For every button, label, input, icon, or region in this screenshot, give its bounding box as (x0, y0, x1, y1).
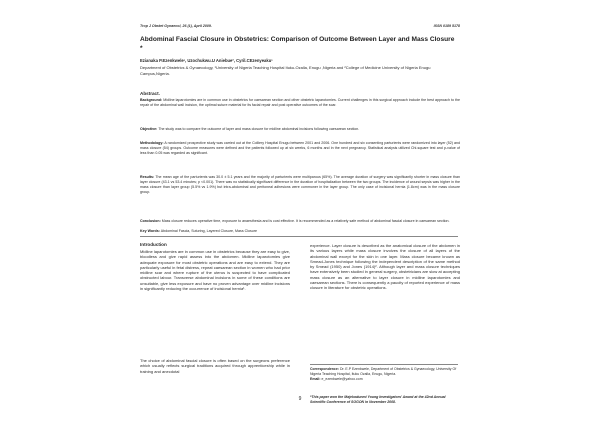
right-column-paragraph: experience. Layer closure is described as the anatomical closure of the abdomen in its various layers while mass closure involves the closure of all layers of the abdominal wall except for the skin in one layer. Mass closure became known as Smead-Jones technique following the independent description of the same method by Smead (1950) and Jones (1914)². Although layer and mass closure techniques have extensively been studied in general surgery, obstetricians are slow at accepting mass closure as an alternative to layer closure in midline laparotomies and caesarean sections. There is consequently a paucity of reported experience of mass closure in literature for obstetric operations. (310, 243, 460, 291)
abstract-objective (140, 127, 460, 132)
issn: ISSN 0189 5178 (433, 24, 460, 28)
abstract-background (140, 98, 460, 108)
results-text: The mean age of the parturients was 30.0 ± 5.1 years and the majority of parturients were multiparous (65%). The average duration of surgery was significantly shorter in mass closure than layer closure (43.1 vs 53.4 minutes; p <0.001). There was no statistically significant difference in the duration of hospitalization between the two groups. The incidence of wound sepsis was higher in the mass closure than layer group (5.5% vs 1.9%) but intra-abdominal and peritoneal adhesions were commoner in the layer group. The only case of incisional hernia (1.8cm) was in the mass closure group. (140, 175, 460, 194)
section-divider (140, 236, 458, 237)
correspondence-text: Dr. E.P Ezenkwele, Department of Obstetrics & Gynaecology, University Of Nigeria Teaching Hospital, Ituku Ozalla, Enugu, Nigeria. (310, 367, 457, 376)
email-address: e_ezenkwele@yahoo.com (321, 376, 363, 381)
correspondence-label: Correspondence: (310, 367, 339, 371)
affiliation: Department of Obstetrics & Gynaecology, ¹University of Nigeria Teaching Hospital Ituku-Ozalla, Enugu ,Nigeria and ²College of Medicine University of Nigeria Enugu Campus,Nigeria. (140, 65, 431, 76)
conclusion-label: Conclusion: (140, 219, 161, 223)
correspondence-divider (310, 364, 458, 365)
methodology-text: A randomized prospective study was carried out at the Colliery Hospital Enugu between 2001 and 2006. One hundred and six consenting parturients were randomized into layer (52) and mass closure (54) groups. Outcome measures were defined and the patients followed up at six weeks, 6 months and in the next pregnancy. Statistical analysis utilized Chi-square test and p-value of less than 0.05 was regarded as significant. (140, 141, 460, 155)
background-text: Midline laparotomies are in common use in obstetrics for caesarean section and other obstetric laparotomies. Current challenges in this surgical approach include the best approach to the repair of the abdominal wall incision, the optimal suture material for its facial repair and post operative outcomes of the scar. (140, 98, 460, 107)
introduction-paragraph-2: The choice of abdominal fascial closure is often based on the surgeons preference which usually reflects surgical traditions acquired through apprenticeship while in training and anecdotal (140, 358, 290, 374)
methodology-label: Methodology: (140, 141, 164, 145)
abstract-methodology (140, 141, 460, 156)
journal-citation: Trop J Obstet Gynaecol, 26 (1), April 2009. (140, 24, 212, 28)
email-label: Email: (310, 376, 321, 381)
article-title: Abdominal Fascial Closure in Obstetrics: Comparison of Outcome Between Layer and Mass Closure * (140, 36, 455, 52)
objective-label: Objective: (140, 127, 158, 131)
abstract-heading: Abstract. (140, 91, 160, 96)
abstract-conclusion (140, 219, 460, 224)
award-footnote: *This paper won the Majekodunmi Young Investigators' Award at the 42nd Annual Scientific Conference of SOGON in November 2008. (310, 395, 446, 404)
page-number: 9 (298, 396, 302, 402)
correspondence-block (310, 367, 458, 381)
keywords-label: Key Words: (140, 229, 160, 233)
introduction-paragraph-1: Midline laparotomies are in common use in obstetrics because they are easy to give, bloodless and give rapid assess into the abdomen. Midline laparotomies give adequate exposure for most obstetric operations and are easy to extend. They are particularly useful in fetal distress, repeat caesarean section in women who had prior midline scar and where rupture of the uterus is suspected to have complicated obstructed labour. Transverse abdominal incisions in some of these conditions are unsuitable, give less exposure and have no proven advantage over midline incisions in significantly reducing the occurrence of incisional hernia¹. (140, 249, 290, 292)
background-label: Background: (140, 98, 163, 102)
abstract-keywords (140, 229, 460, 234)
objective-text: The study was to compare the outcome of layer and mass closure for midline abdominal incisions following caesarean section. (158, 127, 360, 131)
introduction-heading: Introduction (140, 242, 167, 247)
conclusion-text: Mass closure reduces operative time, exposure to anaesthesia and is cost effective. It is recommended as a relatively safe method of abdominal fascial closure in caesarean section. (161, 219, 450, 223)
keywords-text: Abdominal Fascia, Suturing, Layered Closure, Mass Closure (160, 229, 257, 233)
authors: Ezianaka P.Ezenkwele¹, Uzochukwu.U Aniebue², Cyril.CEzenyeaku¹ (140, 58, 273, 63)
results-label: Results: (140, 175, 155, 179)
abstract-results (140, 175, 460, 195)
